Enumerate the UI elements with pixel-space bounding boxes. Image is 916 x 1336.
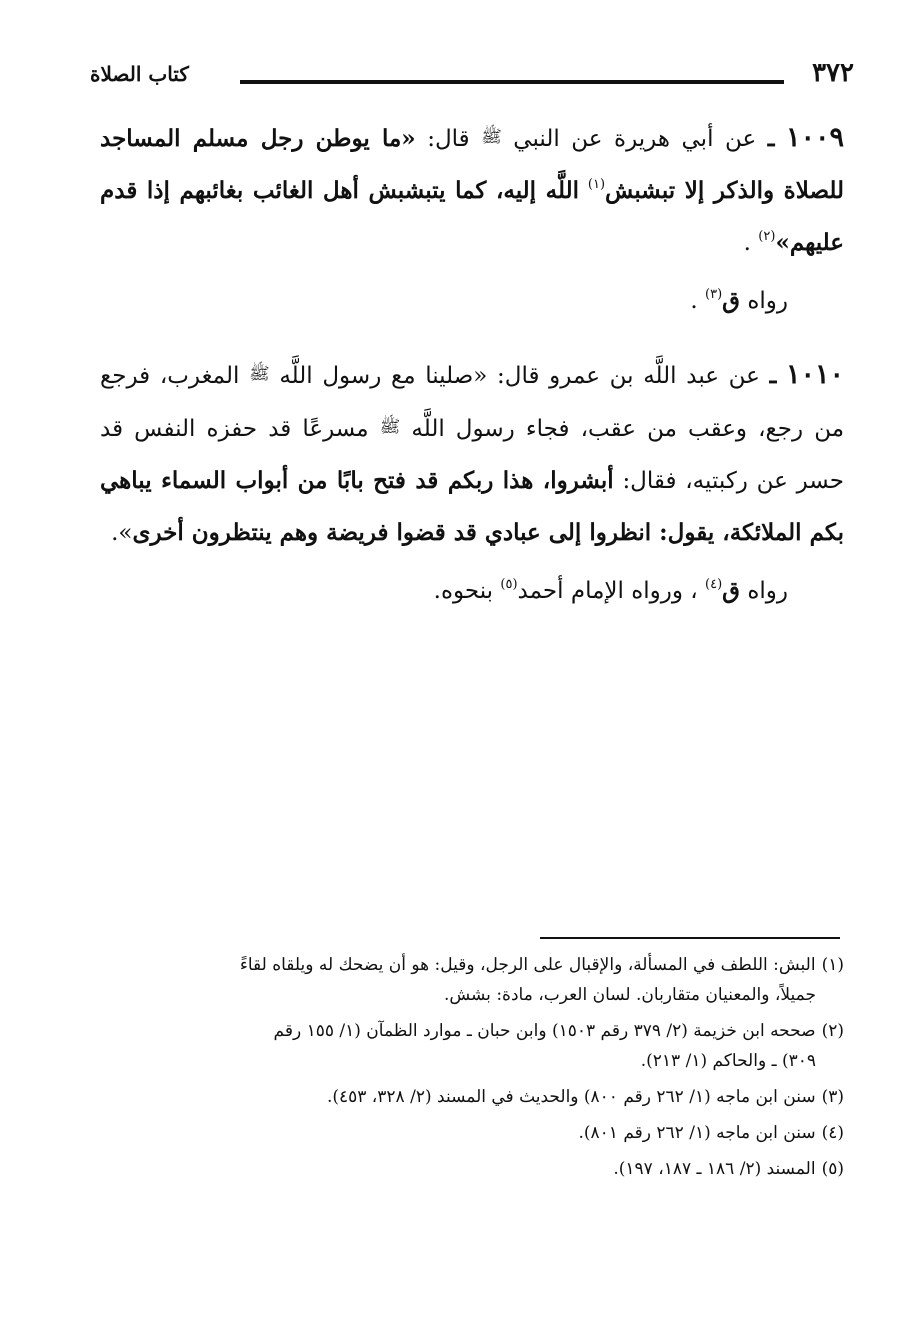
footnote-rule bbox=[540, 937, 840, 939]
hadith-number: ١٠١٠ bbox=[786, 359, 845, 390]
footnote-text: البش: اللطف في المسألة، والإقبال على الرجل، وقيل: هو أن يضحك له ويلقاه لقاءً bbox=[239, 955, 816, 975]
riwaya-1009 bbox=[100, 275, 844, 327]
footnote-text: سنن ابن ماجه (١/ ٢٦٢ رقم ٨٠٠) والحديث في المسند (٢/ ٣٢٨، ٤٥٣). bbox=[326, 1087, 816, 1107]
footnote-number: (٢) bbox=[821, 1021, 844, 1041]
footnote-ref-5[interactable]: (٥) bbox=[500, 577, 518, 592]
salawat-glyph: ﷺ bbox=[249, 364, 270, 384]
hadith-qal: قال: bbox=[427, 126, 470, 152]
header-rule bbox=[240, 80, 784, 84]
footnote-text: المسند (٢/ ١٨٦ ـ ١٨٧، ١٩٧). bbox=[613, 1159, 816, 1179]
footnote-text-continued: جميلاً، والمعنيان متقاربان. لسان العرب، مادة: بشش. bbox=[443, 985, 816, 1005]
footnote-1 bbox=[104, 950, 844, 1010]
page-number: ٣٧٢ bbox=[812, 58, 854, 88]
riwaya-end: بنحوه. bbox=[433, 578, 494, 604]
footnote-text: صححه ابن خزيمة (٢/ ٣٧٩ رقم ١٥٠٣) وابن حبان ـ موارد الظمآن (١/ ١٥٥ رقم bbox=[273, 1021, 816, 1041]
riwaya-prefix: رواه bbox=[747, 288, 788, 314]
hadith-end: . bbox=[743, 230, 751, 256]
footnote-2 bbox=[104, 1016, 844, 1076]
hadith-number: ١٠٠٩ bbox=[786, 122, 845, 153]
footnote-number: (٤) bbox=[821, 1123, 844, 1143]
riwaya-1010 bbox=[100, 565, 844, 617]
footnote-ref-1[interactable]: (١) bbox=[587, 177, 606, 192]
hadith-text-part-1: المغرب، فرجع من رجع، وعقب من عقب، فجاء رسول اللَّه bbox=[100, 363, 845, 442]
page-header bbox=[90, 58, 854, 102]
hadith-intro: عن عبد اللَّه بن عمرو قال: «صلينا مع رسول اللَّه bbox=[279, 363, 760, 389]
hadith-quote-part-2: اللَّه إليه، كما يتبشبش أهل الغائب بغائبهم إذا قدم عليهم» bbox=[100, 177, 844, 256]
hadith-intro: عن أبي هريرة عن النبي bbox=[513, 126, 757, 152]
riwaya-source-q: ق bbox=[722, 577, 741, 604]
footnote-4 bbox=[104, 1118, 844, 1148]
footnote-text: سنن ابن ماجه (١/ ٢٦٢ رقم ٨٠١). bbox=[578, 1123, 816, 1143]
footnote-3 bbox=[104, 1082, 844, 1112]
hadith-quote-part-1: «ما يوطن رجل مسلم المساجد للصلاة والذكر إلا تبشبش bbox=[100, 125, 845, 204]
main-text bbox=[100, 112, 844, 639]
hadith-1009 bbox=[100, 112, 844, 269]
riwaya-prefix: رواه bbox=[747, 578, 788, 604]
footnote-5 bbox=[104, 1154, 844, 1184]
footnote-number: (٣) bbox=[821, 1087, 844, 1107]
footnote-ref-2[interactable]: (٢) bbox=[758, 229, 776, 244]
hadith-dash: ـ bbox=[769, 362, 777, 389]
salawat-glyph: ﷺ bbox=[379, 417, 401, 437]
footnote-number: (١) bbox=[821, 955, 844, 975]
riwaya-end: . bbox=[690, 288, 698, 314]
hadith-dash: ـ bbox=[767, 125, 775, 152]
footnote-ref-3[interactable]: (٣) bbox=[705, 287, 723, 302]
book-title: كتاب الصلاة bbox=[90, 62, 189, 86]
hadith-quote: أبشروا، هذا ربكم قد فتح بابًا من أبواب السماء يباهي بكم الملائكة، يقول: انظروا إلى عبادي قد قضوا فريضة وهم ينتظرون أخرى bbox=[100, 467, 844, 546]
hadith-text-part-2: مسرعًا قد حفزه النفس قد حسر عن ركبتيه، فقال: bbox=[100, 416, 844, 494]
footnote-ref-4[interactable]: (٤) bbox=[705, 577, 723, 592]
riwaya-source-q: ق bbox=[722, 287, 741, 314]
hadith-end: ». bbox=[111, 520, 133, 546]
footnote-number: (٥) bbox=[821, 1159, 844, 1179]
hadith-1010 bbox=[100, 349, 844, 559]
footnotes bbox=[104, 950, 844, 1190]
riwaya-middle: ، ورواه الإمام أحمد bbox=[517, 578, 698, 604]
footnote-text-continued: ٣٠٩) ـ والحاكم (١/ ٢١٣). bbox=[640, 1051, 816, 1071]
salawat-glyph: ﷺ bbox=[481, 127, 502, 147]
